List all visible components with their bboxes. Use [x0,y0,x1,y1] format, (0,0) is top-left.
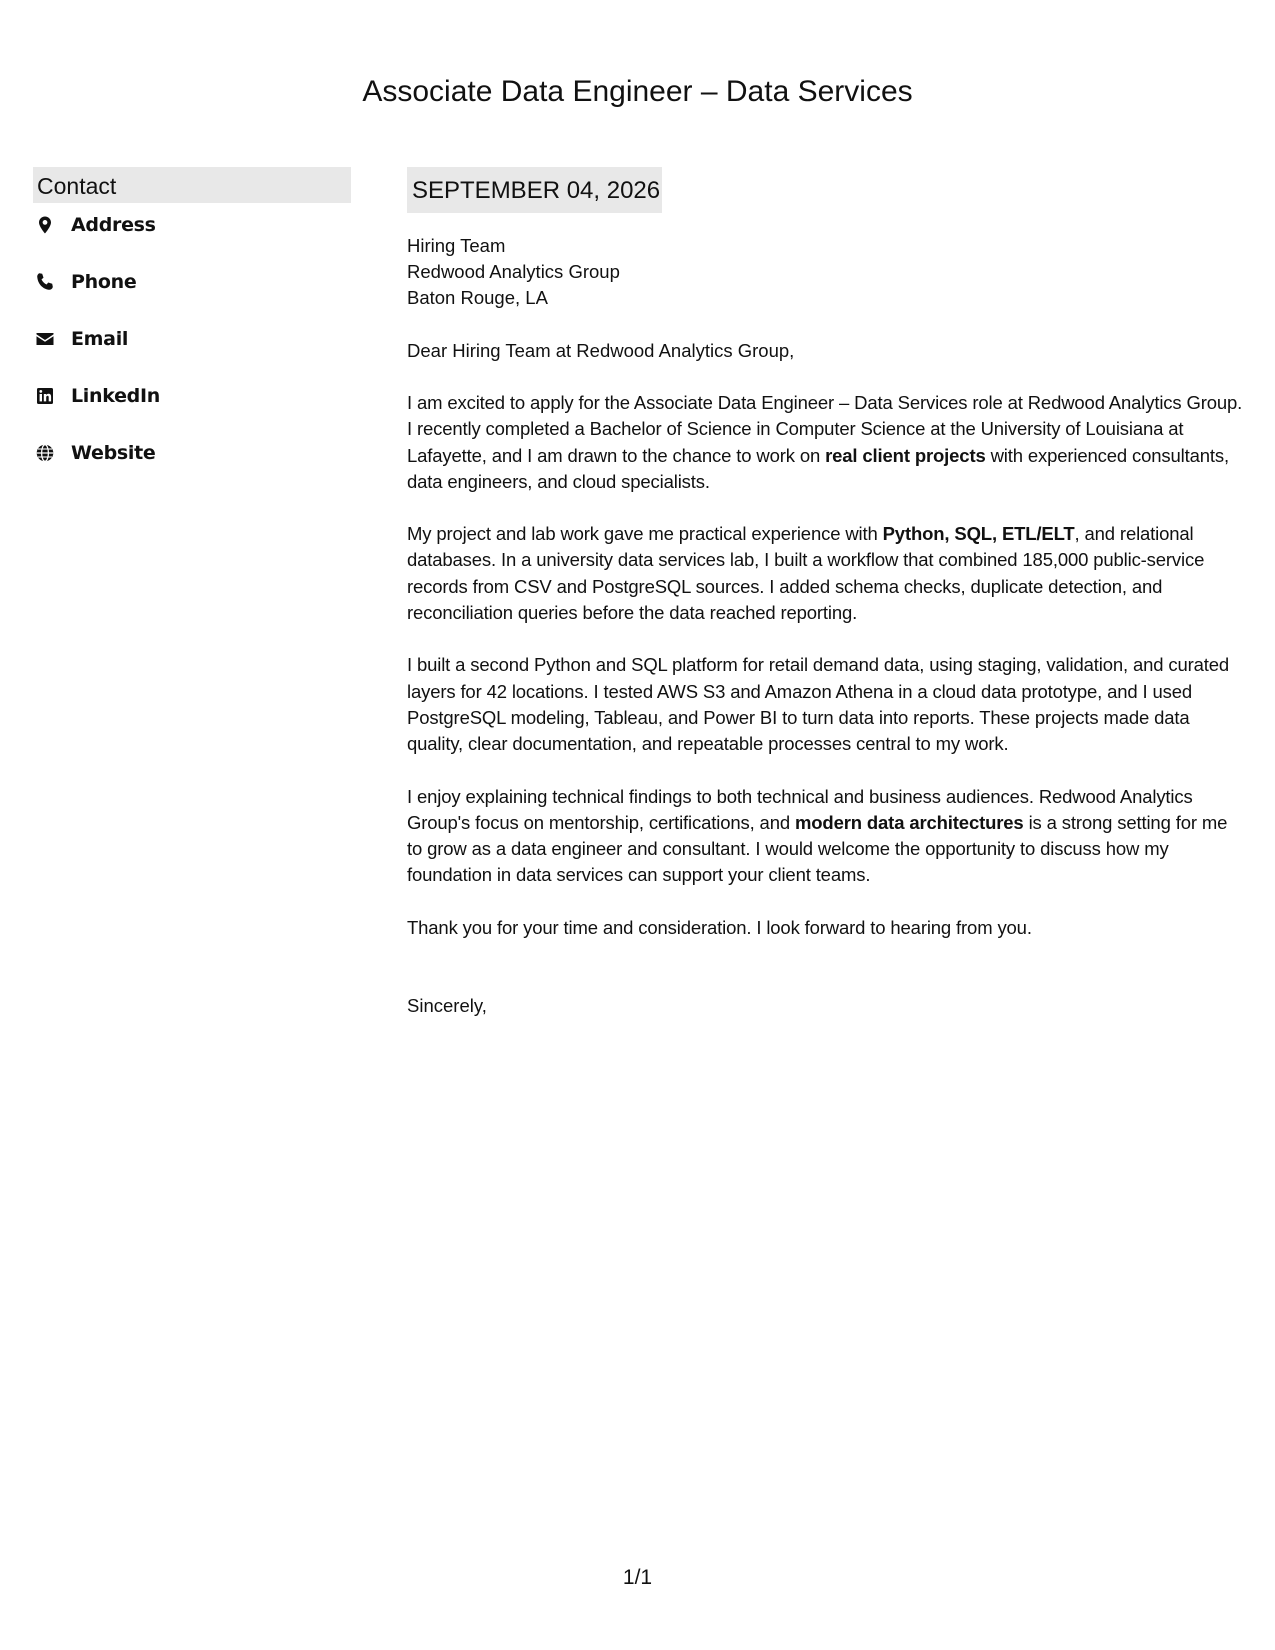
contact-item-email [33,328,351,385]
recipient-company: Redwood Analytics Group [407,261,620,282]
paragraph-experience [407,521,1247,626]
paragraph-emphasis: modern data architectures [794,811,1024,833]
contact-heading: Contact [33,167,351,203]
contact-label-phone: Phone [71,271,137,293]
letter-body [407,167,1247,1019]
page-number: 1/1 [622,1566,653,1589]
recipient-location: Baton Rouge, LA [407,287,548,308]
paragraph-projects: I built a second Python and SQL platform for retail demand data, using staging, validation, and curated layers for 42 locations. I tested AWS S3 and Amazon Athena in a cloud data prototype, and I used PostgreSQL modeling, Tableau, and Power BI to turn data into reports. These projects made data quality, clear documentation, and repeatable processes central to my work. [407,654,1230,755]
paragraph-text: I am excited to apply for the Associate Data Engineer – Data Services role at Redwood Analytics Group. I recently completed a Bachelor of Science in Computer Science at the University of Louisiana at Lafayette, and I am drawn to the chance to work on [407,392,1243,466]
contact-sidebar [33,167,351,499]
linkedin-icon [35,386,55,406]
document-title: Associate Data Engineer – Data Services [362,75,913,108]
contact-item-website [33,442,351,499]
paragraph-motivation [407,784,1247,889]
paragraph-text: is a strong setting for me to grow as a data engineer and consultant. I would welcome the opportunity to discuss how my foundation in data services can support your client teams. [407,811,1228,886]
closing: Sincerely, [407,995,487,1017]
contact-item-linkedin [33,385,351,442]
paragraph-thanks: Thank you for your time and consideration. I look forward to hearing from you. [407,916,1032,938]
contact-label-linkedin: LinkedIn [71,385,160,407]
contact-label-email: Email [71,328,129,350]
recipient-line: Hiring Team [407,235,506,256]
paragraph-text: , and relational databases. In a university data services lab, I built a workflow that combined 185,000 public-service records from CSV and PostgreSQL sources. I added schema checks, duplicate detection, and reconciliation queries before the data reached reporting. [407,523,1205,624]
contact-item-phone [33,271,351,328]
contact-label-address: Address [71,214,156,236]
envelope-icon [35,329,55,349]
phone-icon [35,272,55,292]
paragraph-text: with experienced consultants, data engineers, and cloud specialists. [407,444,1229,492]
contact-item-address [33,214,351,271]
letter-date: SEPTEMBER 04, 2026 [407,167,662,213]
globe-icon [35,443,55,463]
salutation: Dear Hiring Team at Redwood Analytics Group, [407,340,795,361]
paragraph-intro [407,390,1247,495]
contact-list [33,214,351,499]
map-pin-icon [35,215,55,235]
paragraph-text: My project and lab work gave me practical experience with [407,523,883,545]
paragraph-emphasis: Python, SQL, ETL/ELT [882,523,1075,545]
contact-label-website: Website [71,442,156,464]
recipient-block [407,233,1247,311]
paragraph-emphasis: real client projects [825,444,986,466]
paragraph-text: I enjoy explaining technical findings to both technical and business audiences. Redwood Analytics Group's focus on mentorship, certifications, and [407,785,1193,833]
